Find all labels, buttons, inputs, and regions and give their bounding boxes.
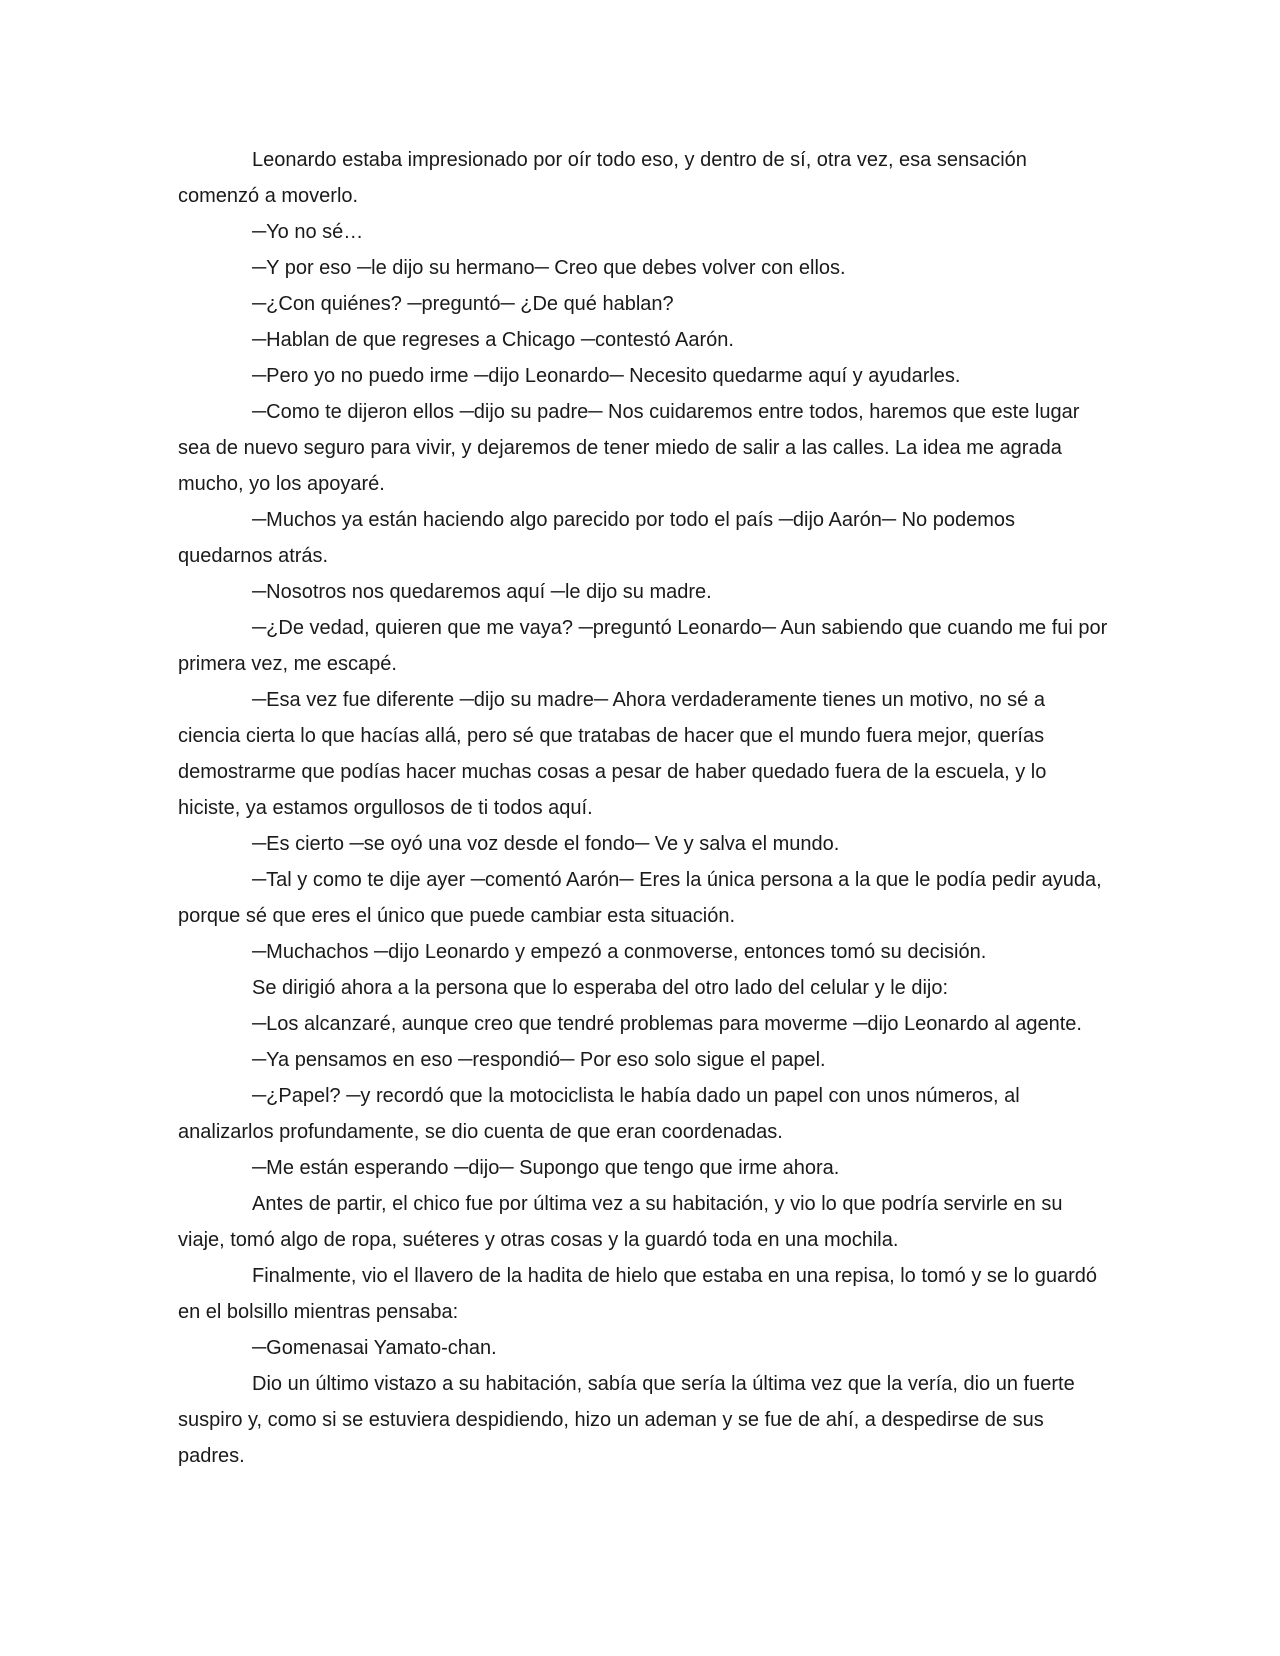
paragraph: ─¿Papel? ─y recordó que la motociclista le había dado un papel con unos números, al analizarlos profundamente, se dio cuenta de que eran coordenadas. — [178, 1085, 1020, 1143]
paragraph: ─¿De vedad, quieren que me vaya? ─preguntó Leonardo─ Aun sabiendo que cuando me fui por primera vez, me escapé. — [178, 617, 1108, 675]
paragraph: ─Muchos ya están haciendo algo parecido por todo el país ─dijo Aarón─ No podemos quedarnos atrás. — [178, 509, 1015, 567]
paragraph: ─Hablan de que regreses a Chicago ─contestó Aarón. — [252, 329, 734, 351]
paragraph: Finalmente, vio el llavero de la hadita de hielo que estaba en una repisa, lo tomó y se lo guardó en el bolsillo mientras pensaba: — [178, 1265, 1097, 1323]
paragraph: Leonardo estaba impresionado por oír todo eso, y dentro de sí, otra vez, esa sensación comenzó a moverlo. — [178, 149, 1027, 207]
paragraph: ─Es cierto ─se oyó una voz desde el fondo─ Ve y salva el mundo. — [252, 833, 840, 855]
paragraph: ─Pero yo no puedo irme ─dijo Leonardo─ Necesito quedarme aquí y ayudarles. — [252, 365, 961, 387]
paragraph: ─Muchachos ─dijo Leonardo y empezó a conmoverse, entonces tomó su decisión. — [252, 941, 987, 963]
paragraph: ─Nosotros nos quedaremos aquí ─le dijo su madre. — [252, 581, 712, 603]
paragraph: Se dirigió ahora a la persona que lo esperaba del otro lado del celular y le dijo: — [252, 977, 949, 999]
paragraph: ─Gomenasai Yamato-chan. — [252, 1337, 497, 1359]
paragraph: ─Yo no sé… — [252, 221, 364, 243]
paragraph: Dio un último vistazo a su habitación, sabía que sería la última vez que la vería, dio un fuerte suspiro y, como si se estuviera despidiendo, hizo un ademan y se fue de ahí, a despedirse de sus padres. — [178, 1373, 1075, 1467]
paragraph: ─Me están esperando ─dijo─ Supongo que tengo que irme ahora. — [252, 1157, 840, 1179]
document-body — [178, 142, 1108, 1474]
paragraph: ─¿Con quiénes? ─preguntó─ ¿De qué hablan? — [252, 293, 674, 315]
paragraph: ─Esa vez fue diferente ─dijo su madre─ Ahora verdaderamente tienes un motivo, no sé a ciencia cierta lo que hacías allá, pero sé que tratabas de hacer que el mundo fuera mejor, querías demostrarme que podías hacer muchas cosas a pesar de haber quedado fuera de la escuela, y lo hiciste, ya estamos orgullosos de ti todos aquí. — [178, 689, 1047, 819]
paragraph: ─Ya pensamos en eso ─respondió─ Por eso solo sigue el papel. — [252, 1049, 826, 1071]
paragraph: Antes de partir, el chico fue por última vez a su habitación, y vio lo que podría servirle en su viaje, tomó algo de ropa, suéteres y otras cosas y la guardó toda en una mochila. — [178, 1193, 1063, 1251]
paragraph: ─Los alcanzaré, aunque creo que tendré problemas para moverme ─dijo Leonardo al agente. — [252, 1013, 1082, 1035]
paragraph: ─Como te dijeron ellos ─dijo su padre─ Nos cuidaremos entre todos, haremos que este lugar sea de nuevo seguro para vivir, y dejaremos de tener miedo de salir a las calles. La idea me agrada mucho, yo los apoyaré. — [178, 401, 1080, 495]
paragraph: ─Tal y como te dije ayer ─comentó Aarón─ Eres la única persona a la que le podía pedir ayuda, porque sé que eres el único que puede cambiar esta situación. — [178, 869, 1102, 927]
paragraph: ─Y por eso ─le dijo su hermano─ Creo que debes volver con ellos. — [252, 257, 846, 279]
